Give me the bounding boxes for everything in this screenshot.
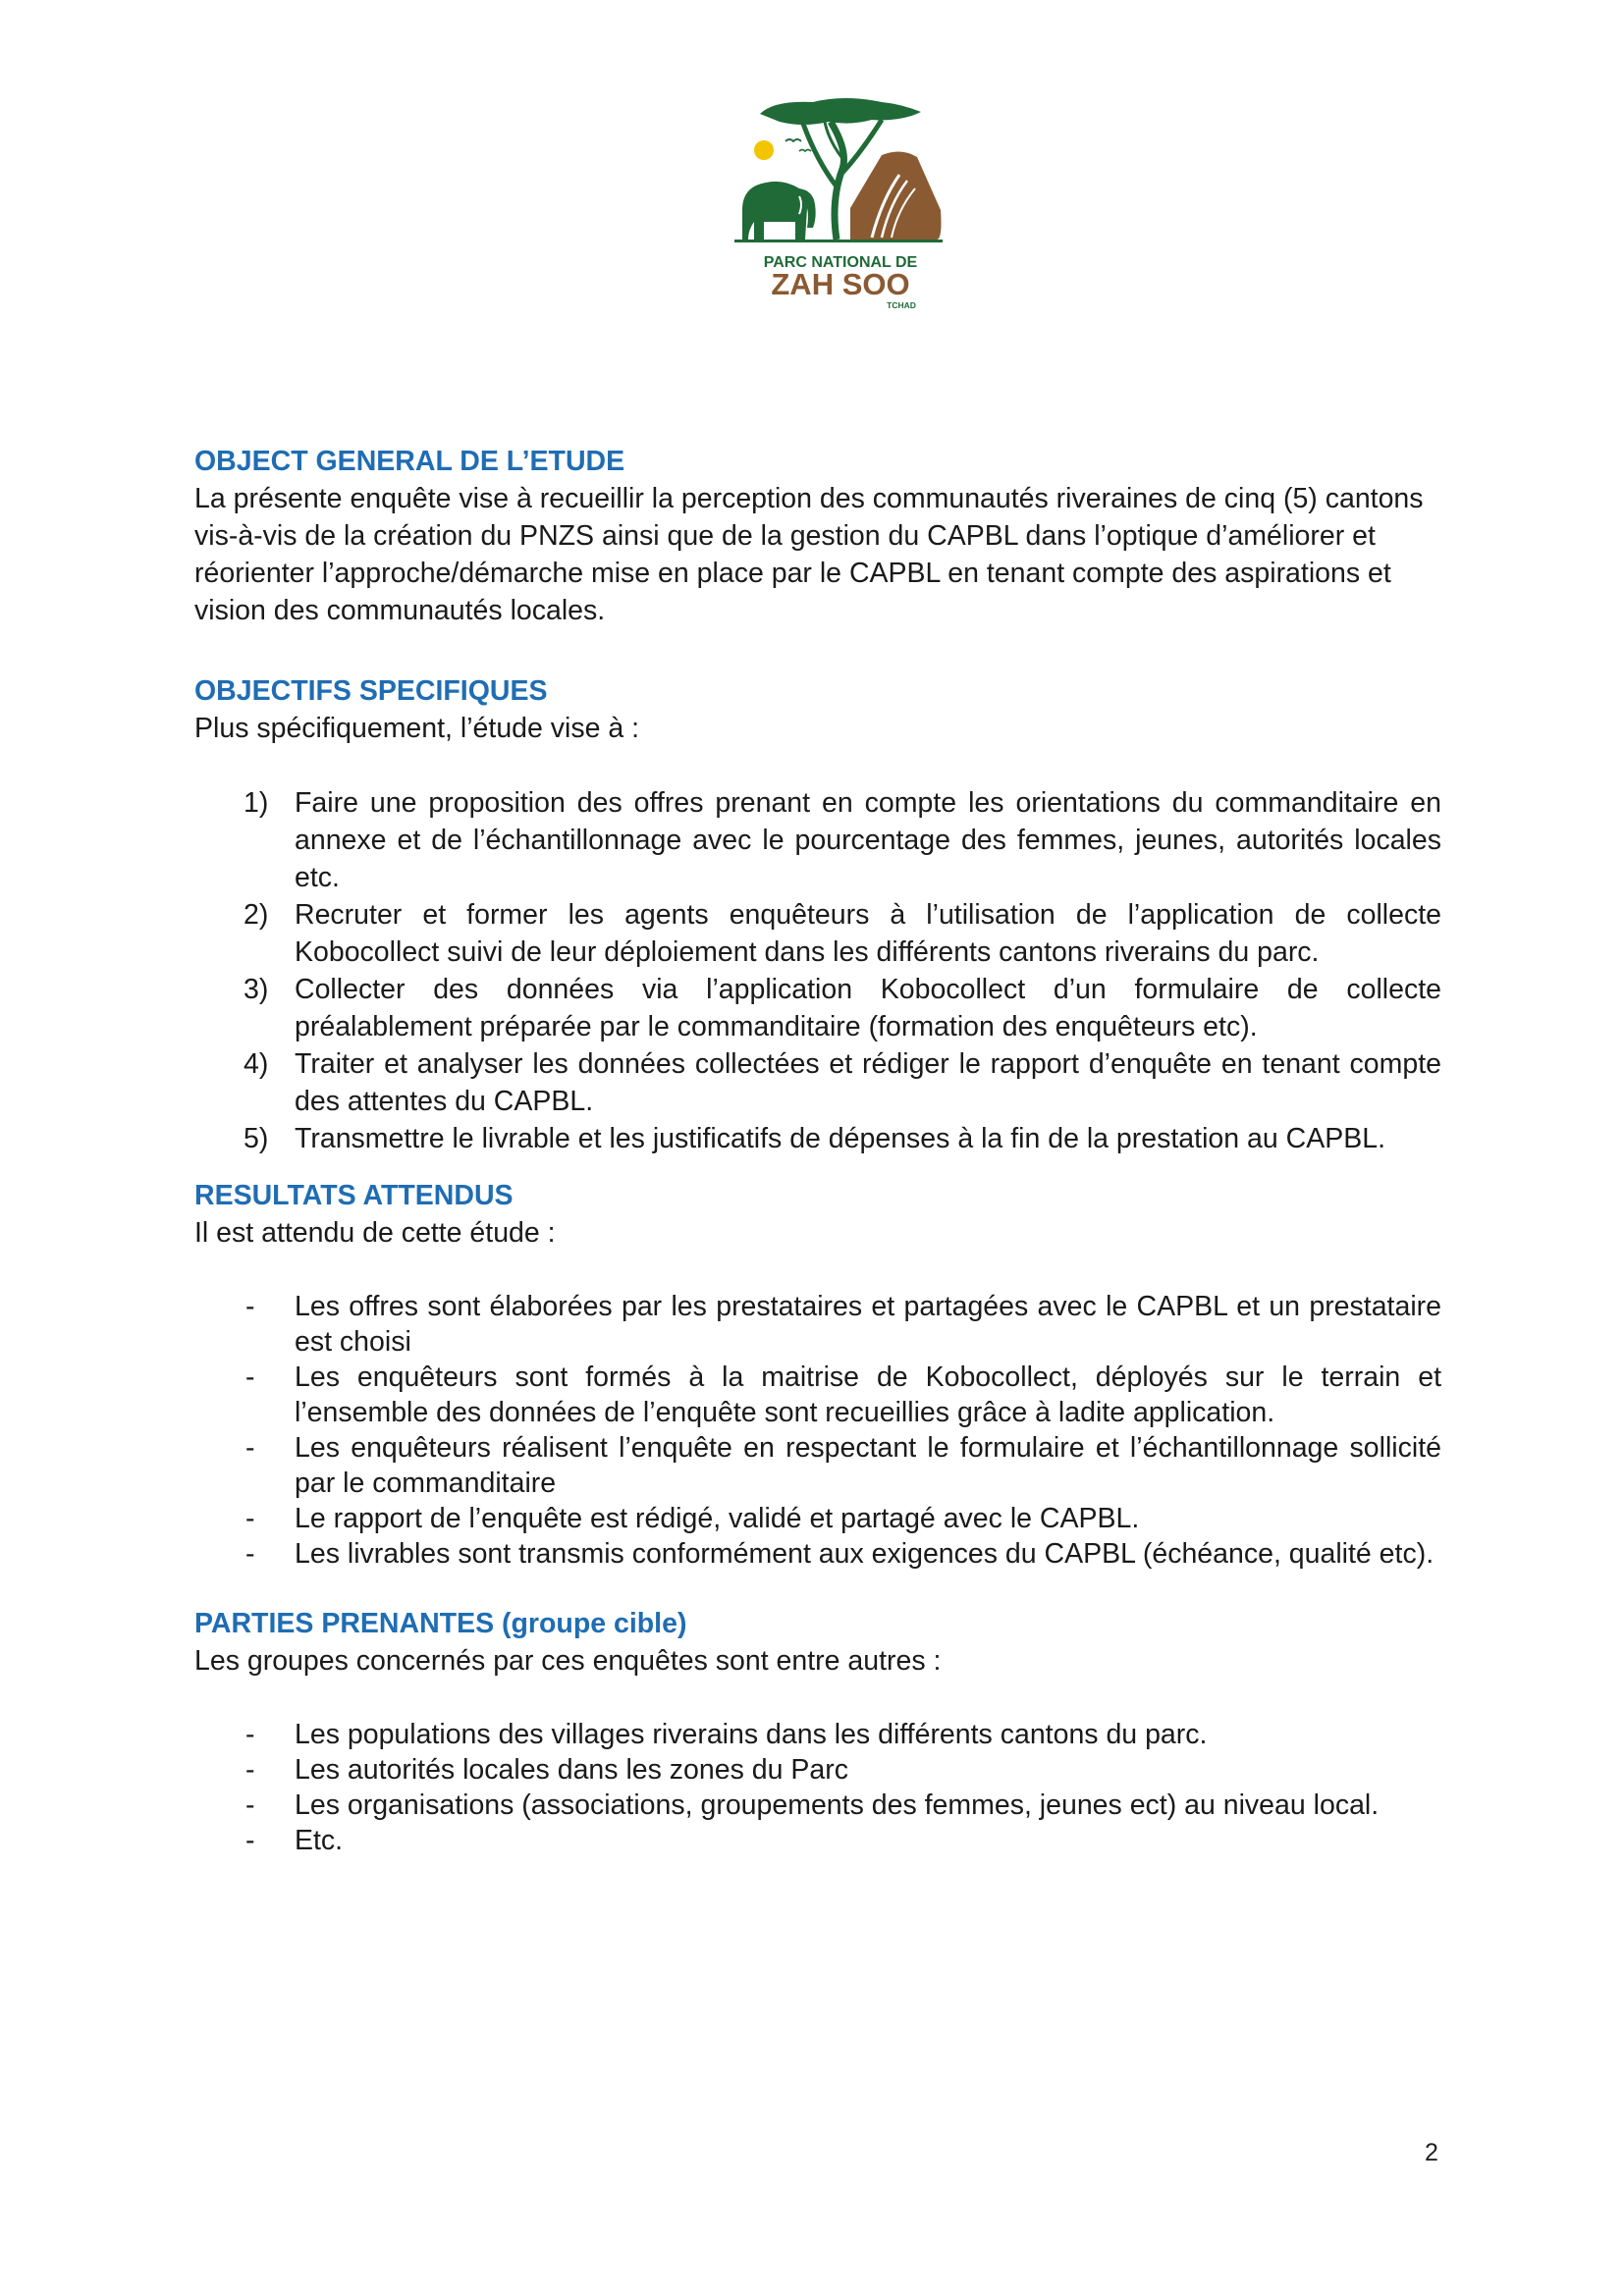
list-item-text: Etc. bbox=[295, 1825, 344, 1856]
section-title-specifiques: OBJECTIFS SPECIFIQUES bbox=[194, 675, 548, 707]
list-item-text: Les enquêteurs sont formés à la maitrise de Kobocollect, déployés sur le terrain et l’ensemble des données de l’enquête sont recueillies grâce à ladite application. bbox=[295, 1362, 1441, 1428]
list-item-text: Les populations des villages riverains dans les différents cantons du parc. bbox=[295, 1719, 1208, 1750]
park-logo bbox=[734, 92, 952, 310]
list-item-text: Transmettre le livrable et les justificatifs de dépenses à la fin de la prestation au CAPBL. bbox=[295, 1123, 1386, 1154]
section-intro-parties: Les groupes concernés par ces enquêtes sont entre autres : bbox=[194, 1645, 942, 1677]
section-parties bbox=[194, 1605, 1441, 1858]
list-dash: - bbox=[245, 1291, 255, 1322]
logo-line2: ZAH SOO bbox=[771, 267, 910, 301]
list-item bbox=[194, 896, 1441, 971]
section-title-parties: PARTIES PRENANTES (groupe cible) bbox=[194, 1608, 687, 1639]
list-item-text: Les organisations (associations, groupements des femmes, jeunes ect) au niveau local. bbox=[295, 1789, 1380, 1821]
list-item bbox=[194, 971, 1441, 1045]
list-item bbox=[194, 1717, 1441, 1752]
list-dash: - bbox=[245, 1538, 255, 1570]
dash-list-resultats bbox=[194, 1289, 1441, 1572]
list-item bbox=[194, 1823, 1441, 1858]
list-item bbox=[194, 1289, 1441, 1360]
list-item bbox=[194, 1536, 1441, 1572]
numbered-list-specifiques bbox=[194, 784, 1441, 1157]
list-item-text: Traiter et analyser les données collectées et rédiger le rapport d’enquête en tenant compte des attentes du CAPBL. bbox=[295, 1048, 1441, 1117]
list-item-text: Les offres sont élaborées par les prestataires et partagées avec le CAPBL et un prestataire est choisi bbox=[295, 1291, 1441, 1358]
section-intro-resultats: Il est attendu de cette étude : bbox=[194, 1217, 556, 1249]
page-number: 2 bbox=[1425, 2139, 1438, 2166]
list-dash: - bbox=[245, 1754, 255, 1786]
logo-line1: PARC NATIONAL DE bbox=[763, 254, 918, 271]
section-title-objet: OBJECT GENERAL DE L’ETUDE bbox=[194, 446, 625, 477]
list-item bbox=[194, 1045, 1441, 1120]
list-item-text: Recruter et former les agents enquêteurs à l’utilisation de l’application de collecte Kobocollect suivi de leur déploiement dans les différents cantons riverains du parc. bbox=[295, 899, 1441, 968]
list-item-text: Les enquêteurs réalisent l’enquête en respectant le formulaire et l’échantillonnage sollicité par le commanditaire bbox=[295, 1432, 1441, 1499]
list-item bbox=[194, 1360, 1441, 1430]
section-title-resultats: RESULTATS ATTENDUS bbox=[194, 1180, 514, 1211]
list-item-text: Faire une proposition des offres prenant en compte les orientations du commanditaire en annexe et de l’échantillonnage avec le pourcentage des femmes, jeunes, autorités locales etc. bbox=[295, 787, 1441, 893]
dash-list-parties bbox=[194, 1717, 1441, 1858]
list-item-text: Les livrables sont transmis conformément aux exigences du CAPBL (échéance, qualité etc). bbox=[295, 1538, 1435, 1570]
list-dash: - bbox=[245, 1789, 255, 1821]
logo-line3: TCHAD bbox=[887, 300, 916, 310]
list-dash: - bbox=[245, 1503, 255, 1534]
list-item bbox=[194, 1501, 1441, 1536]
list-item bbox=[194, 1788, 1441, 1823]
list-item-text: Le rapport de l’enquête est rédigé, validé et partagé avec le CAPBL. bbox=[295, 1503, 1140, 1534]
list-dash: - bbox=[245, 1719, 255, 1750]
section-text-objet: La présente enquête vise à recueillir la perception des communautés riveraines de cinq (5) cantons vis-à-vis de la création du PNZS ainsi que de la gestion du CAPBL dans l’optique d’améliorer et réorienter l’approche/démarche mise en place par le CAPBL en tenant compte des aspirations et vision des communautés locales. bbox=[194, 483, 1424, 626]
list-number: 3) bbox=[244, 974, 269, 1005]
list-number: 2) bbox=[244, 899, 269, 931]
list-dash: - bbox=[245, 1362, 255, 1393]
list-number: 1) bbox=[244, 787, 269, 819]
park-logo-graphic bbox=[734, 92, 952, 310]
list-dash: - bbox=[245, 1825, 255, 1856]
list-dash: - bbox=[245, 1432, 255, 1464]
section-intro-specifiques: Plus spécifiquement, l’étude vise à : bbox=[194, 713, 640, 744]
list-item bbox=[194, 1752, 1441, 1788]
list-number: 5) bbox=[244, 1123, 269, 1154]
section-objet bbox=[194, 443, 1441, 629]
list-item-text: Les autorités locales dans les zones du Parc bbox=[295, 1754, 848, 1786]
list-item bbox=[194, 1430, 1441, 1501]
list-item bbox=[194, 1120, 1441, 1157]
list-item bbox=[194, 784, 1441, 896]
list-number: 4) bbox=[244, 1048, 269, 1080]
section-specifiques bbox=[194, 672, 1441, 1157]
section-resultats bbox=[194, 1177, 1441, 1572]
document-body bbox=[194, 443, 1441, 1858]
list-item-text: Collecter des données via l’application Kobocollect d’un formulaire de collecte préalablement préparée par le commanditaire (formation des enquêteurs etc). bbox=[295, 974, 1441, 1042]
